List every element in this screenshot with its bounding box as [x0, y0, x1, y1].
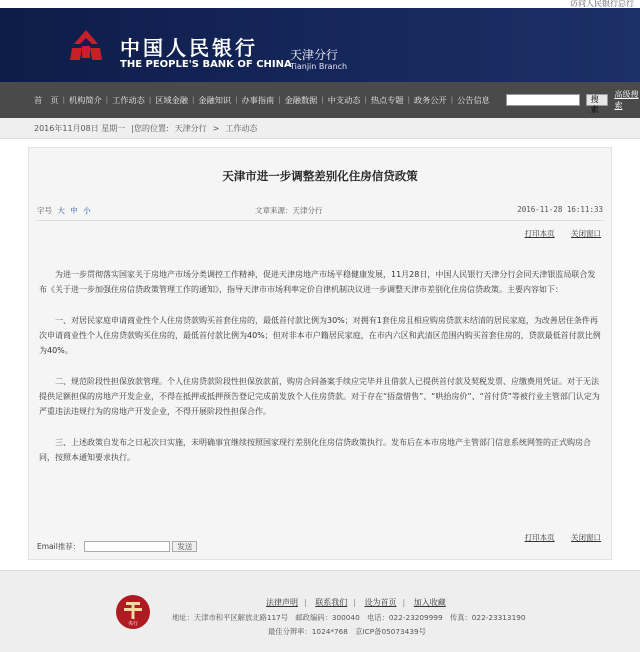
email-recommend	[37, 541, 197, 552]
font-size-label: 字号	[37, 206, 52, 215]
close-window-link[interactable]: 关闭窗口	[571, 533, 601, 542]
email-label: Email推荐：	[37, 542, 81, 551]
nav-separator: |	[62, 96, 65, 104]
branch-name-en: Tianjin Branch	[290, 62, 348, 71]
nav-separator: |	[148, 96, 152, 104]
bank-name-cn: 中国人民银行	[120, 36, 258, 60]
font-size-small[interactable]: 小	[83, 206, 91, 215]
article-paragraph: 二、规范阶段性担保放款管理。个人住房贷款阶段性担保放款前，购房合同备案手续应完毕并且借款人已提供首付款及契税发票、应缴费用凭证。对于无法提供足额担保的房地产开发企业，不得在抵押或抵押预告登记完成前发放个人住房贷款。对于存在“捂盘惜售”、“哄抬房价”、“首付贷”等被行业主管部门认定为严重违法违规行为的房地产开发企业，不得开展阶段性担保合作。	[39, 377, 600, 416]
pboc-logo-icon	[68, 28, 104, 64]
add-favorite-link[interactable]: 加入收藏	[413, 598, 446, 607]
nav-finance-data[interactable]: 金融数据	[284, 94, 318, 105]
article-source: 文章来源：天津分行	[255, 206, 323, 215]
font-size-medium[interactable]: 中	[70, 206, 78, 215]
article-paragraph: 为进一步贯彻落实国家关于房地产市场分类调控工作精神，促进天津房地产市场平稳健康发展，11月28日，中国人民银行天津分行会同天津银监局联合发布《关于进一步加强住房信贷政策管理工作的通知》，指导天津市市场利率定价自律机制决议进一步调整天津市差别化住房信贷政策。主要内容如下：	[39, 270, 596, 294]
article-actions-bottom	[511, 532, 601, 543]
nav-hot-topics[interactable]: 热点专题	[370, 94, 404, 105]
nav-separator: |	[105, 96, 109, 104]
nav-announcements[interactable]: 公告信息	[457, 94, 490, 105]
article-actions-top	[511, 228, 601, 239]
nav-home[interactable]: 首 页	[34, 94, 59, 105]
nav-subbranch-news[interactable]: 中支动态	[327, 94, 361, 105]
header-banner	[0, 8, 640, 82]
nav-separator: |	[321, 96, 324, 104]
nav-service-guide[interactable]: 办事指南	[241, 94, 275, 105]
nav-government-affairs[interactable]: 政务公开	[413, 94, 447, 105]
nav-separator: |	[278, 96, 281, 104]
print-page-link[interactable]: 打印本页	[524, 229, 555, 238]
main-nav	[0, 82, 640, 118]
current-date: 2016年11月08日 星期一	[34, 123, 126, 133]
breadcrumb-work-news[interactable]: 工作动态	[225, 123, 258, 133]
breadcrumb-tianjin-branch[interactable]: 天津分行	[174, 123, 207, 133]
breadcrumb-separator: >	[212, 123, 220, 133]
article-panel	[28, 147, 612, 560]
footer-resolution: 最佳分辨率：1024*768 京ICP备05073439号	[268, 627, 426, 636]
article-datetime: 2016-11-28 16:11:33	[517, 205, 603, 214]
font-size-selector	[37, 205, 91, 216]
article-meta	[37, 205, 603, 221]
font-size-large[interactable]: 大	[57, 206, 65, 215]
breadcrumb	[0, 118, 640, 139]
article-paragraph: 三、上述政策自发布之日起次日实施，未明确事宜继续按照国家现行差别化住房信贷政策执行。发布后在本市房地产主管部门信息系统网签的正式购房合同，按照本通知要求执行。	[39, 438, 591, 462]
search-input[interactable]	[506, 94, 580, 106]
nav-separator: |	[191, 96, 195, 104]
visit-head-office-link[interactable]: 访问人民银行总行	[570, 0, 634, 8]
search-button[interactable]: 搜索	[586, 94, 609, 106]
legal-notice-link[interactable]: 法律声明	[266, 598, 298, 607]
page-footer	[0, 570, 640, 652]
article-title: 天津市进一步调整差别化住房信贷政策	[222, 169, 418, 183]
footer-logo-caption: 央行	[127, 621, 138, 627]
nav-separator: |	[407, 96, 410, 104]
article-body	[39, 267, 603, 481]
nav-finance-knowledge[interactable]: 金融知识	[198, 94, 232, 105]
nav-separator: |	[235, 96, 238, 104]
nav-separator: |	[450, 96, 454, 104]
email-input[interactable]	[84, 541, 170, 552]
article-paragraph: 一、对居民家庭申请商业性个人住房贷款购买首套住房的，最低首付款比例为30%；对拥有1套住房且相应购房贷款未结清的居民家庭，为改善居住条件再次申请商业性个人住房贷款购买住房的，最低首付款比例为40%；但对非本市户籍居民家庭，在市内六区和武清区范围内购买首套住房的，贷款最低首付款比例为40%。	[39, 316, 601, 355]
advanced-search-link[interactable]: 高级搜索	[614, 90, 639, 110]
nav-regional-finance[interactable]: 区域金融	[155, 94, 188, 105]
footer-links: 法律声明 | 联系我们 | 设为首页 | 加入收藏	[266, 598, 446, 607]
nav-work-news[interactable]: 工作动态	[112, 94, 145, 105]
branch-name-cn: 天津分行	[290, 48, 339, 62]
print-page-link[interactable]: 打印本页	[524, 533, 555, 542]
nav-separator: |	[364, 96, 367, 104]
top-strip	[0, 0, 640, 8]
send-button[interactable]: 发送	[172, 541, 197, 552]
nav-about[interactable]: 机构简介	[68, 94, 102, 105]
footer-address: 地址：天津市和平区解放北路117号 邮政编码：300040 电话：022-23209999 传真：022-23313190	[172, 613, 526, 622]
breadcrumb-label: |您的位置:	[131, 123, 169, 133]
set-homepage-link[interactable]: 设为首页	[364, 598, 397, 607]
bank-name-en: THE PEOPLE'S BANK OF CHINA	[120, 59, 292, 70]
contact-us-link[interactable]: 联系我们	[315, 598, 348, 607]
close-window-link[interactable]: 关闭窗口	[571, 229, 601, 238]
